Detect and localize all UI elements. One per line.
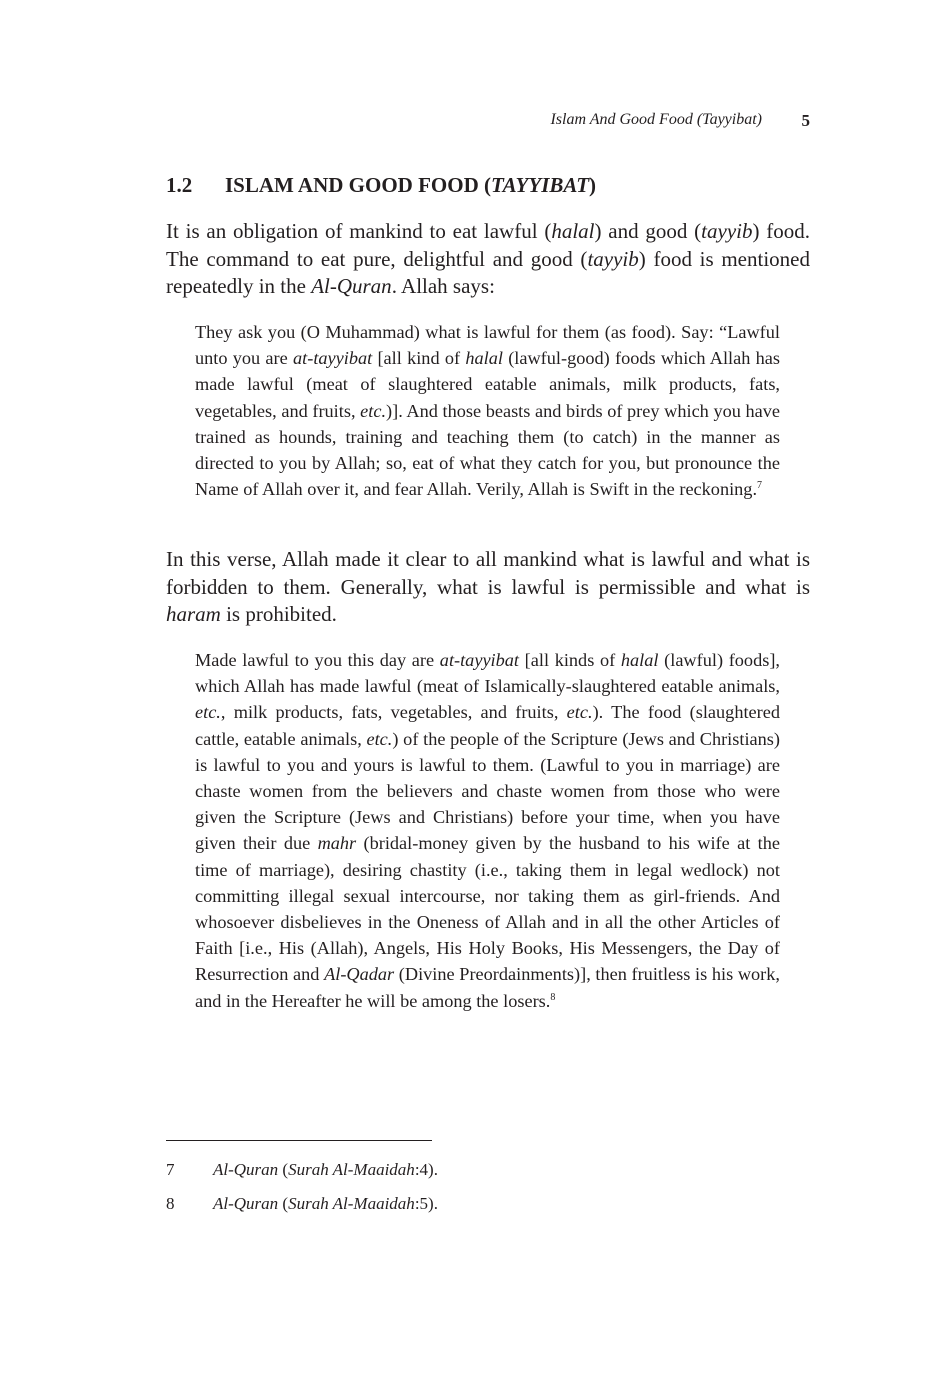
footnote-ref: 8: [550, 991, 556, 1003]
footnote-number: 7: [166, 1160, 175, 1179]
text-run: :5).: [414, 1194, 438, 1213]
italic-text: halal: [551, 219, 595, 243]
italic-text: Al-Quran: [311, 274, 392, 299]
text-run: (lawful-good) foods which Allah has made lawful (meat of slaughtered eatable animals, milk products, fats, vegetables, and fruits,: [195, 348, 781, 421]
quote-surah-maaidah-5: [195, 647, 780, 1014]
text-run: They ask you (O Muhammad) what is lawful for them (as food). Say: “Lawful unto you are: [195, 322, 780, 369]
text-run: (bridal-money given by the husband to his wife at the time of marriage), desiring chastity (i.e., taking them in legal wedlock) not committing illegal sexual intercourse, nor taking them as girl-friends. And whosoever disbelieves in the Oneness of Allah and in all the other Articles of Faith [i.e., His (Allah), Angels, His Holy Books, His Messengers, the Day of Resurrection and: [195, 833, 780, 985]
text-run: )]. And those beasts and birds of prey which you have trained as hounds, training and teaching them (to catch) in the manner as directed to you by Allah; so, eat of what they catch for you, but pronounce the Name of Allah over it, and fear Allah. Verily, Allah is Swift in the reckoning.: [195, 400, 780, 500]
text-run: Made lawful to you this day are: [195, 650, 440, 670]
italic-text: halal: [465, 348, 503, 369]
footnote-7: [166, 1160, 810, 1180]
italic-text: Surah Al-Maaidah: [288, 1160, 415, 1179]
text-run: ). The food (slaughtered cattle, eatable animals,: [195, 702, 780, 749]
text-run: In this verse, Allah made it clear to all mankind what is lawful and what is forbidden to them. Generally, what is lawful is permissible and what is: [166, 547, 810, 599]
italic-text: Al-Quran: [213, 1160, 279, 1179]
text-run: ) and good (: [594, 219, 702, 243]
text-run: (: [278, 1194, 289, 1213]
footnote-ref: 7: [757, 480, 763, 492]
text-run: . Allah says:: [391, 274, 495, 299]
text-run: , milk products, fats, vegetables, and fruits,: [220, 702, 567, 723]
section-title-prefix: ISLAM AND GOOD FOOD (: [225, 173, 492, 197]
running-head-title: Islam And Good Food (Tayyibat): [550, 111, 762, 128]
text-run: (lawful) foods], which Allah has made lawful (meat of Islamically-slaughtered eatable animals,: [195, 650, 780, 697]
section-title: [225, 173, 596, 197]
text-run: is prohibited.: [220, 602, 337, 627]
italic-text: at-tayyibat: [439, 650, 519, 670]
page-number: 5: [801, 111, 810, 130]
italic-text: haram: [166, 602, 221, 627]
paragraph-intro: [166, 218, 810, 301]
text-run: It is an obligation of mankind to eat lawful (: [166, 219, 552, 243]
italic-text: tayyib: [587, 246, 639, 271]
section-title-italic: TAYYIBAT: [491, 173, 590, 197]
italic-text: etc.: [566, 702, 593, 723]
italic-text: etc.: [366, 728, 393, 749]
section-title-suffix: ): [589, 173, 597, 197]
text-run: [all kind of: [372, 348, 466, 369]
paragraph-verse-explanation: [166, 546, 810, 629]
running-head: [166, 111, 810, 133]
italic-text: mahr: [317, 833, 357, 854]
text-run: [all kinds of: [519, 650, 621, 670]
section-number: 1.2: [166, 173, 193, 197]
text-run: :4).: [414, 1160, 438, 1179]
italic-text: halal: [620, 650, 659, 670]
footnote-text: [213, 1194, 438, 1213]
footnote-number: 8: [166, 1194, 175, 1213]
text-run: ) food. The command to eat pure, delightful and good (: [166, 219, 811, 271]
italic-text: Al-Quran: [213, 1194, 279, 1213]
text-run: ) of the people of the Scripture (Jews and Christians) is lawful to you and yours is lawful to them. (Lawful to you in marriage) are chaste women from the believers and chaste women from those who were given the Scripture (Jews and Christians) before your time, when you have given their due: [195, 728, 780, 854]
italic-text: Surah Al-Maaidah: [288, 1194, 415, 1213]
footnote-divider: [166, 1140, 432, 1141]
italic-text: at-tayyibat: [293, 348, 373, 369]
text-run: (Divine Preordainments)], then fruitless is his work, and in the Hereafter he will be among the losers.: [195, 964, 780, 1011]
footnote-text: [213, 1160, 438, 1179]
quote-surah-maaidah-4: [195, 319, 780, 502]
text-run: ) food is mentioned repeatedly in the: [166, 246, 810, 299]
footnote-8: [166, 1194, 810, 1214]
text-run: (: [278, 1160, 289, 1179]
section-heading: [166, 173, 810, 198]
italic-text: etc.: [360, 400, 387, 421]
italic-text: etc.: [195, 702, 221, 723]
italic-text: tayyib: [701, 219, 753, 243]
italic-text: Al-Qadar: [324, 964, 395, 985]
